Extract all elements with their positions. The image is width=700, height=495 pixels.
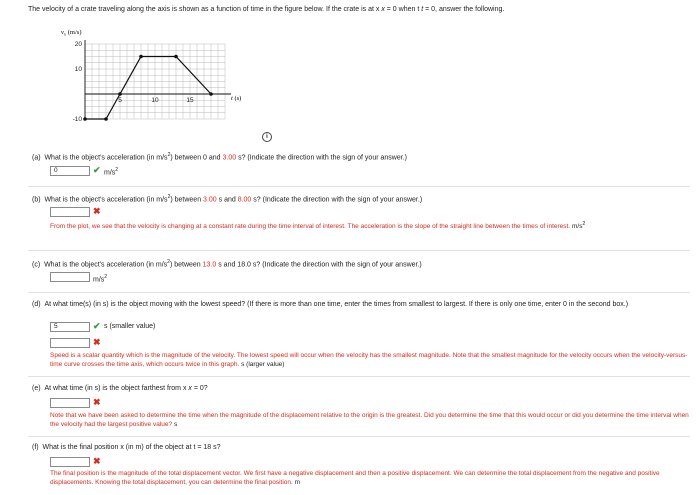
answer-a-unit: $m/s^2$ <box>104 167 119 177</box>
feedback-b: From the plot, we see that the velocity is changing at a constant rate during the time interval of interest. The acceleration is the slope of the straight line between the times of interest. $m/s^2$ <box>50 221 586 231</box>
feedback-d: Speed is a scalar quantity which is the magnitude of the velocity. The lowest speed will occur when the velocity has the smallest magnitude. Note that the smallest magnitude for the velocity occurs when the velocity-versus-time curve crosses the time axis, which occurs twice in this graph. s (larger value) <box>50 352 688 368</box>
y-tick-labels <box>73 41 83 123</box>
answer-d2-input[interactable] <box>50 338 90 348</box>
x-axis-label: t (s) <box>231 95 242 102</box>
question-b: (b) What is the object's acceleration (in $m/s^2$) between 3.00 s and 8.00 s? (Indicate the direction with the sign of your answer.) <box>32 194 423 204</box>
data-point <box>209 92 213 96</box>
x-tick-label: 15 <box>186 97 194 104</box>
info-icon[interactable]: i <box>262 132 272 142</box>
incorrect-cross-icon: ✖ <box>93 337 101 347</box>
question-c: (c) What is the object's acceleration (in $m/s^2$) between 13.0 s and 18.0 s? (Indicate the direction with the sign of your answer.) <box>32 259 422 269</box>
question-d: (d) At what time(s) (in s) is the object moving with the lowest speed? (If there is more than one time, enter the times from smallest to largest. If there is only one time, enter 0 in the second box.) <box>32 301 629 308</box>
answer-d1-label: s (smaller value) <box>104 323 156 330</box>
incorrect-cross-icon: ✖ <box>93 456 101 466</box>
graph-axes <box>85 40 231 119</box>
data-point <box>139 55 143 59</box>
incorrect-cross-icon: ✖ <box>93 206 101 216</box>
answer-f-input[interactable] <box>50 457 90 467</box>
feedback-e: Note that we have been asked to determine the time when the magnitude of the displacement relative to the origin is the greatest. Did you determine the time that this would occur or did you determine the time interval when the velocity had the largest positive value? s <box>50 412 689 428</box>
y-tick-label: 10 <box>74 66 82 73</box>
answer-d1-input[interactable]: 5 <box>50 322 90 332</box>
question-a: (a) What is the object's acceleration (in $m/s^2$) between 0 and 3.00 s? (Indicate the direction with the sign of your answer.) <box>32 152 407 162</box>
correct-check-icon: ✔ <box>93 165 101 175</box>
data-point <box>104 117 108 121</box>
x-tick-label: 10 <box>151 97 159 104</box>
question-f: (f) What is the final position x (in m) of the object at t = 18 s? <box>32 444 221 451</box>
answer-c-unit: $m/s^2$ <box>93 274 108 284</box>
y-tick-label: 20 <box>74 41 82 48</box>
y-tick-label: -10 <box>72 116 82 123</box>
intro-text: The velocity of a crate traveling along the axis is shown as a function of time in the figure below. If the crate is at x x = 0 when t t = 0, answer the following. <box>28 6 505 13</box>
velocity-time-graph <box>55 26 285 136</box>
data-point <box>83 117 87 121</box>
data-point <box>174 55 178 59</box>
answer-c-input[interactable] <box>50 272 90 282</box>
answer-a-input[interactable]: 0 <box>50 166 90 176</box>
feedback-f: The final position is the magnitude of the total displacement vector. We first have a negative displacement and then a positive displacement. We can determine the total displacement from the negative and positive displacements. Knowing the total displacement, you can determine the final position. m <box>50 470 660 486</box>
graph-grid <box>85 44 225 119</box>
question-e: (e) At what time (in s) is the object farthest from x x = 0? <box>32 385 208 392</box>
y-axis-label: $v_x$ (m/s) <box>61 29 82 37</box>
x-tick-label: 5 <box>118 97 122 104</box>
data-point <box>118 92 122 96</box>
answer-b-input[interactable] <box>50 207 90 217</box>
correct-check-icon: ✔ <box>93 321 101 331</box>
incorrect-cross-icon: ✖ <box>93 397 101 407</box>
answer-e-input[interactable] <box>50 398 90 408</box>
